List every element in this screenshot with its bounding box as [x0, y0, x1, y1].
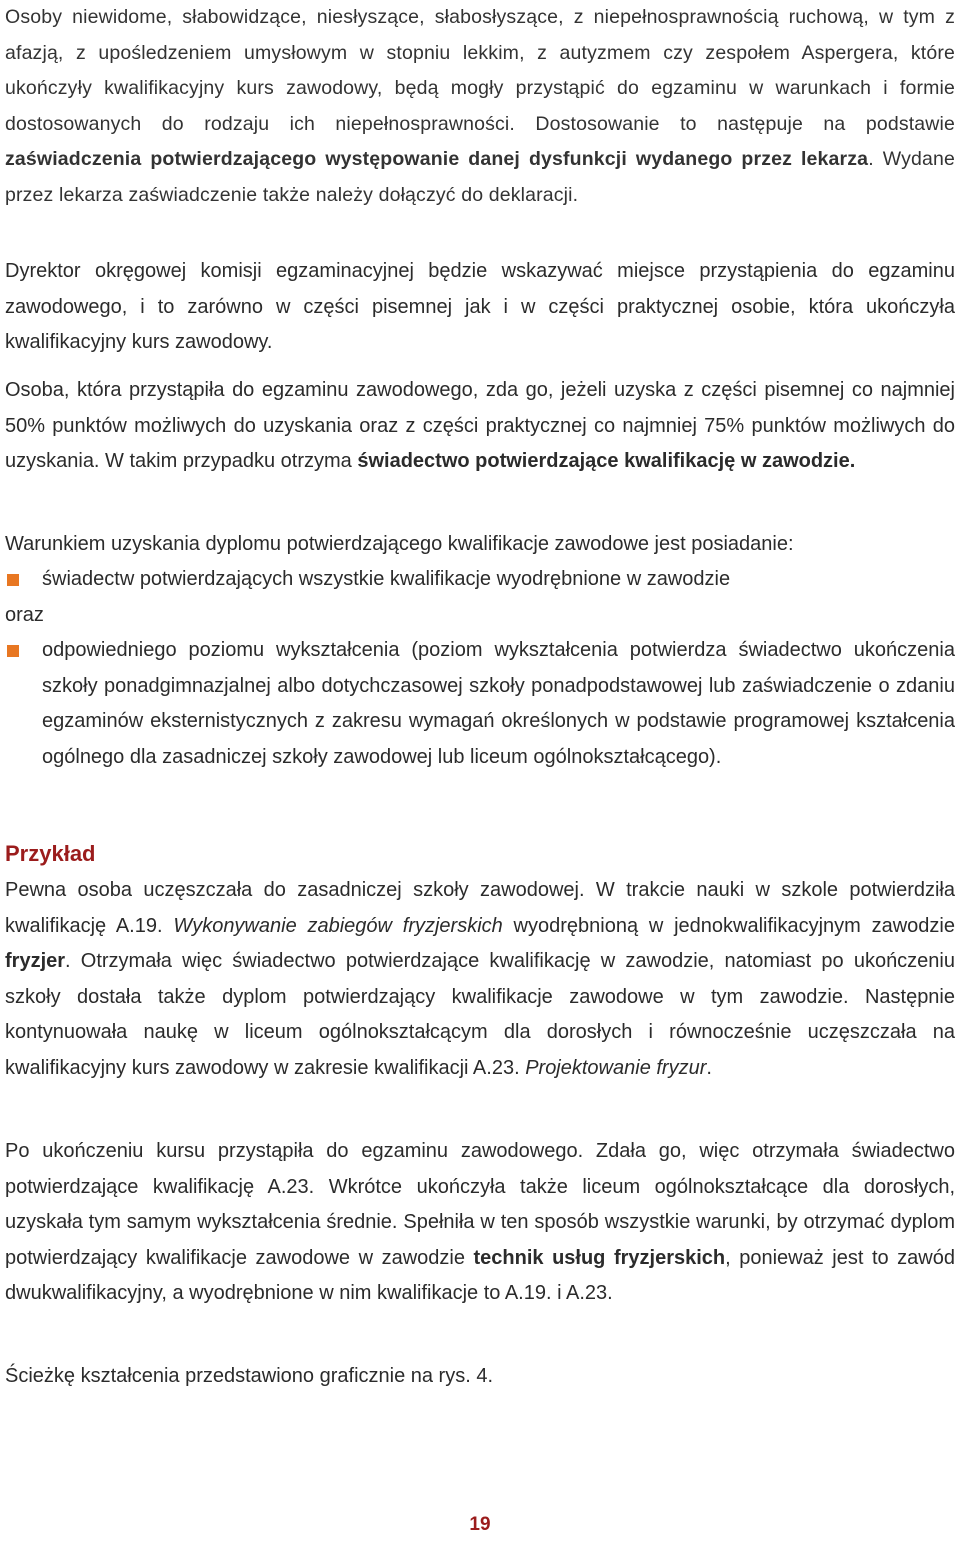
page-number: 19: [469, 1514, 491, 1535]
paragraph-text: Pewna osoba uczęszczała do zasadniczej szkoły zawodowej. W trakcie nauki w szkole potwierdziła kwalifikację A.19.: [5, 879, 955, 937]
paragraph-exam-pass: [5, 373, 955, 480]
list-item-text: odpowiedniego poziomu wykształcenia (poziom wykształcenia potwierdza świadectwo ukończenia szkoły ponadgimnazjalnej albo dotychczasowej szkoły ponadpodstawowej lub zaświadczenie o zdaniu egzaminów eksternistycznych z zakresu wymagań określonych w podstawie programowej kształcenia ogólnego dla zasadniczej szkoły zawodowej lub liceum ogólnokształcącego).: [42, 639, 955, 768]
bold-phrase: fryzjer: [5, 950, 66, 972]
paragraph-text: . Wydane przez lekarza zaświadczenie także należy dołączyć do deklaracji.: [5, 148, 955, 206]
paragraph-text: . Otrzymała więc świadectwo potwierdzające kwalifikację w zawodzie, natomiast po ukończeniu szkoły dostała także dyplom potwierdzający kwalifikacje zawodowe w tym zawodzie. Następnie kontynuowała naukę w liceum ogólnokształcącym dla dorosłych i równocześnie uczęszczała na kwalifikacyjny kurs zawodowy w zakresie kwalifikacji A.23.: [5, 950, 955, 1079]
square-bullet-icon: [7, 574, 19, 586]
bold-phrase: świadectwo potwierdzające kwalifikację w zawodzie.: [357, 450, 856, 472]
paragraph-text: Po ukończeniu kursu przystąpiła do egzaminu zawodowego. Zdała go, więc otrzymała świadectwo potwierdzające kwalifikację A.23. Wkrótce ukończyła także liceum ogólnokształcące dla dorosłych, uzyskała tym samym wykształcenia średnie. Spełniła w ten sposób wszystkie warunki, by otrzymać dyplom potwierdzający kwalifikacje zawodowe w zawodzie: [5, 1140, 955, 1269]
bold-phrase: technik usług fryzjerskich: [473, 1246, 726, 1269]
paragraph-diploma-conditions: Warunkiem uzyskania dyplomu potwierdzającego kwalifikacje zawodowe jest posiadanie:: [5, 533, 794, 555]
bold-phrase: zaświadczenia potwierdzającego występowanie danej dysfunkcji wydanego przez lekarza: [5, 148, 869, 170]
paragraph-text: Osoba, która przystąpiła do egzaminu zawodowego, zda go, jeżeli uzyska z części pisemnej co najmniej 50% punktów możliwych do uzyskania oraz z części praktycznej co najmniej 75% punktów możliwych do uzyskania. W takim przypadku otrzyma: [5, 379, 955, 472]
italic-phrase: Wykonywanie zabiegów fryzjerskich: [173, 914, 503, 937]
section-heading: Przykład: [5, 841, 96, 866]
paragraph-director: Dyrektor okręgowej komisji egzaminacyjnej będzie wskazywać miejsce przystąpienia do egzaminu zawodowego, i to zarówno w części pisemnej jak i w części praktycznej osobie, która ukończyła kwalifikacyjny kurs zawodowy.: [5, 260, 955, 353]
example-paragraph-1: [5, 873, 955, 1086]
paragraph-text: wyodrębnioną w jednokwalifikacyjnym zawodzie: [502, 914, 955, 937]
italic-phrase: Projektowanie fryzur: [525, 1056, 707, 1079]
paragraph-text: Osoby niewidome, słabowidzące, niesłyszące, słabosłyszące, z niepełnosprawnością ruchową, w tym z afazją, z upośledzeniem umysłowym w stopniu lekkim, z autyzmem czy zespołem Aspergera, które ukończyły kwalifikacyjny kurs zawodowy, będą mogły przystąpić do egzaminu w warunkach i formie dostosowanych do rodzaju ich niepełnosprawności. Dostosowanie to następuje na podstawie: [5, 6, 955, 135]
paragraph-disabilities: [5, 0, 955, 213]
list-item-text: świadectw potwierdzających wszystkie kwalifikacje wyodrębnione w zawodzie: [42, 568, 731, 590]
paragraph-text: , ponieważ jest to zawód dwukwalifikacyjny, a wyodrębnione w nim kwalifikacje to A.19. i A.23.: [5, 1246, 955, 1304]
example-paragraph-3: Ścieżkę kształcenia przedstawiono graficznie na rys. 4.: [5, 1365, 494, 1387]
example-paragraph-2: [5, 1134, 955, 1312]
paragraph-text: .: [706, 1056, 712, 1079]
list-conjunction: oraz: [5, 604, 44, 626]
square-bullet-icon: [7, 645, 19, 657]
